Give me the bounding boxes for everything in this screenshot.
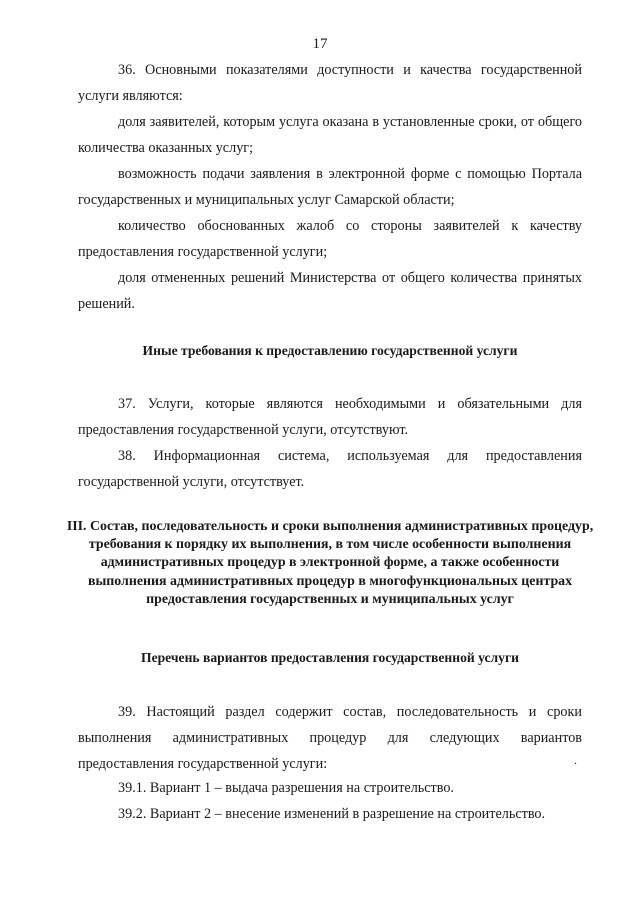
paragraph-38: 38. Информационная система, используемая для предоставления государственной услуги, отсутствует. — [78, 448, 582, 490]
heading-section-3: III. Состав, последовательность и сроки выполнения административных процедур, требования к порядку их выполнения, в том числе особенности выполнения административных процедур в электронной форме, а также особенности выполнения административных процедур в многофункциональных центрах предоставления государственных и муниципальных услуг — [66, 519, 594, 607]
heading-other-requirements: Иные требования к предоставлению государственной услуги — [142, 343, 518, 358]
paragraph-39-1: 39.1. Вариант 1 – выдача разрешения на строительство. — [118, 780, 454, 796]
heading-variants-list: Перечень вариантов предоставления государственной услуги — [141, 650, 519, 665]
paragraph-cancelled-decisions: доля отмененных решений Министерства от общего количества принятых решений. — [78, 270, 582, 312]
paragraph-share-on-time: доля заявителей, которым услуга оказана в установленные сроки, от общего количества оказанных услуг; — [78, 114, 582, 156]
paragraph-39: 39. Настоящий раздел содержит состав, последовательность и сроки выполнения административных процедур для следующих вариантов предоставления государственной услуги: — [78, 704, 582, 772]
paragraph-39-2: 39.2. Вариант 2 – внесение изменений в разрешение на строительство. — [118, 806, 546, 822]
trailing-dot: . — [574, 753, 577, 767]
paragraph-36: 36. Основными показателями доступности и качества государственной услуги являются: — [78, 62, 582, 104]
paragraph-37: 37. Услуги, которые являются необходимыми и обязательными для предоставления государственной услуги, отсутствуют. — [78, 396, 582, 438]
paragraph-electronic-submission: возможность подачи заявления в электронной форме с помощью Портала государственных и муниципальных услуг Самарской области; — [78, 166, 582, 208]
paragraph-complaints: количество обоснованных жалоб со стороны заявителей к качеству предоставления государственной услуги; — [78, 218, 582, 260]
page-number: 17 — [312, 36, 328, 52]
